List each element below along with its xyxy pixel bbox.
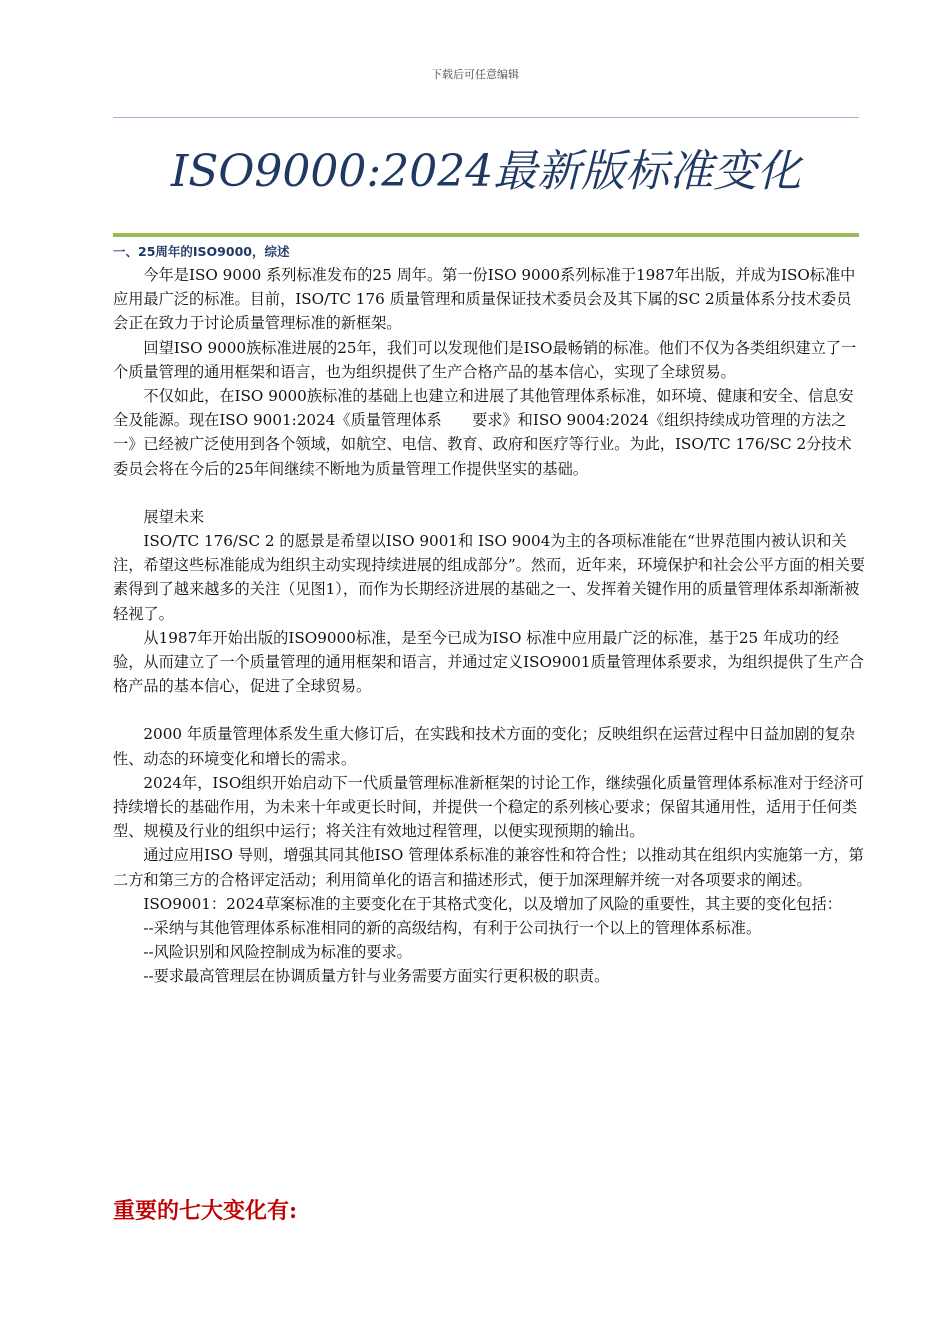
subheading-outlook: 展望未来: [143, 507, 205, 526]
list-item-leadership: --要求最高管理层在协调质量方针与业务需要方面实行更积极的职责。: [143, 967, 610, 986]
paragraph-history: 从1987年开始出版的ISO9000标准，是至今已成为ISO 标准中应用最广泛的标准，基于25 年成功的经验，从而建立了一个质量管理的通用框架和语言，并通过定义ISO9001质量管理体系要求，为组织提供了生产合格产品的基本信心，促进了全球贸易。: [113, 628, 864, 696]
header-note: 下载后可任意编辑: [431, 68, 519, 81]
section-heading: 一、25周年的ISO9000，综述: [113, 244, 290, 259]
header-divider: [113, 117, 859, 118]
title-divider: [113, 233, 859, 237]
paragraph-main-changes: ISO9001：2024草案标准的主要变化在于其格式变化，以及增加了风险的重要性，其主要的变化包括：: [143, 894, 842, 913]
paragraph-expansion: 不仅如此，在ISO 9000族标准的基础上也建立和进展了其他管理体系标准，如环境、健康和安全、信息安全及能源。现在ISO 9001:2024《质量管理体系 要求》和ISO 9004:2024《组织持续成功管理的方法之一》已经被广泛使用到各个领域，如航空、电信、教育、政府和医疗等行业。为此，ISO/TC 176/SC 2分技术委员会将在今后的25年间继续不断地为质量管理工作提供坚实的基础。: [113, 387, 854, 478]
document-title: ISO9000:2024最新版标准变化: [170, 146, 802, 197]
paragraph-review: 回望ISO 9000族标准进展的25年，我们可以发现他们是ISO最畅销的标准。他们不仅为各类组织建立了一个质量管理的通用框架和语言，也为组织提供了生产合格产品的基本信心，实现了全球贸易。: [113, 338, 857, 381]
paragraph-intro: 今年是ISO 9000 系列标准发布的25 周年。第一份ISO 9000系列标准于1987年出版，并成为ISO标准中应用最广泛的标准。目前，ISO/TC 176 质量管理和质量保证技术委员会及其下属的SC 2质量体系分技术委员会正在致力于讨论质量管理标准的新框架。: [113, 266, 856, 333]
paragraph-vision: ISO/TC 176/SC 2 的愿景是希望以ISO 9001和 ISO 9004为主的各项标准能在“世界范围内被认识和关注，希望这些标准能成为组织主动实现持续进展的组成部分”。然而，近年来，环境保护和社会公平方面的相关要素得到了越来越多的关注（见图1），而作为长期经济进展的基础之一、发挥着关键作用的质量管理体系却渐渐被轻视了。: [113, 532, 865, 623]
important-changes-heading: 重要的七大变化有:: [113, 1198, 298, 1224]
paragraph-2024-framework: 2024年，ISO组织开始启动下一代质量管理标准新框架的讨论工作，继续强化质量管理体系标准对于经济可持续增长的基础作用，为未来十年或更长时间，并提供一个稳定的系列核心要求；保留其通用性，适用于任何类型、规模及行业的组织中运行；将关注有效地过程管理，以便实现预期的输出。: [113, 773, 864, 841]
list-item-risk: --风险识别和风险控制成为标准的要求。: [143, 943, 412, 962]
document-body: [113, 263, 865, 989]
paragraph-iso-directives: 通过应用ISO 导则，增强其同其他ISO 管理体系标准的兼容性和符合性；以推动其在组织内实施第一方，第二方和第三方的合格评定活动；利用简单化的语言和描述形式，便于加深理解并统一对各项要求的阐述。: [113, 846, 864, 889]
list-item-structure: --采纳与其他管理体系标准相同的新的高级结构，有利于公司执行一个以上的管理体系标准。: [143, 919, 762, 938]
paragraph-2000-revision: 2000 年质量管理体系发生重大修订后，在实践和技术方面的变化；反映组织在运营过程中日益加剧的复杂性、动态的环境变化和增长的需求。: [113, 725, 856, 768]
